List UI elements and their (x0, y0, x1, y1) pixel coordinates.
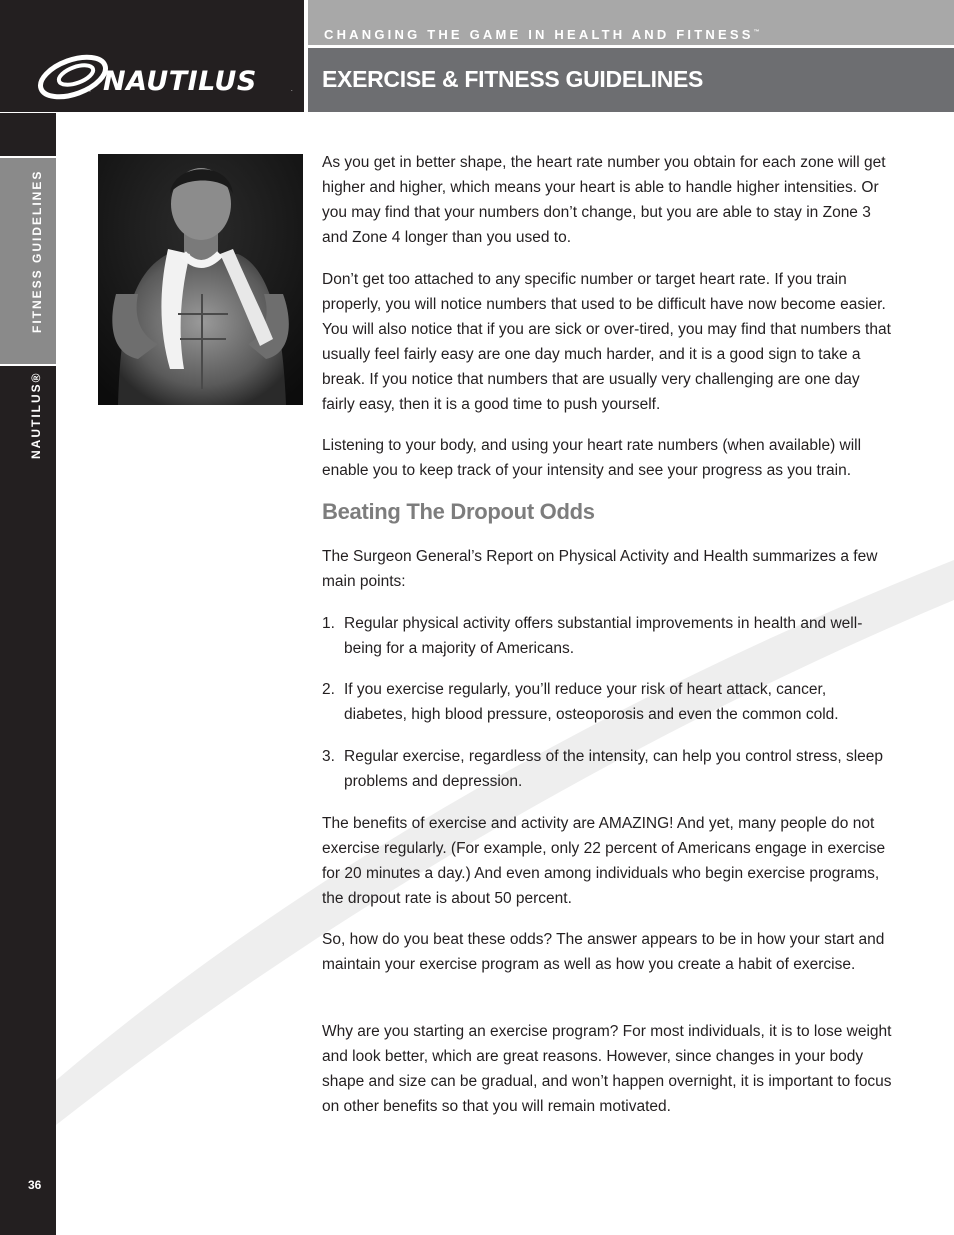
header-tagline-bar (308, 0, 954, 45)
list-item (322, 744, 892, 794)
nautilus-swirl-icon (36, 54, 110, 100)
list-item (322, 611, 892, 661)
sidebar-section-tab (0, 156, 56, 366)
sidebar-section-label: FITNESS GUIDELINES (30, 169, 44, 333)
list-item (322, 677, 892, 727)
logo-tm-mark: ™ (86, 89, 91, 95)
body-paragraph: The Surgeon General’s Report on Physical Activity and Health summarizes a few main points: (322, 548, 878, 590)
header-title-bar (308, 48, 954, 112)
body-paragraph: So, how do you beat these odds? The answer appears to be in how your start and maintain your exercise program as well as how you create a habit of exercise. (322, 931, 885, 973)
body-paragraph: Don’t get too attached to any specific number or target heart rate. If you train properly, you will notice numbers that used to be difficult have now become easier. You will also notice that if you are sick or over-tired, you may find that numbers that usually feel fairly easy are one day much harder, and it is a good sign to take a break. If you notice that numbers that are usually very challenging are one day fairly easy, then it is a good time to push yourself. (322, 271, 891, 413)
list-text: Regular exercise, regardless of the intensity, can help you control stress, sleep problems and depression. (344, 748, 884, 790)
logo-reg-mark: . (291, 87, 293, 93)
logo-block (0, 0, 304, 112)
body-paragraph: The benefits of exercise and activity are AMAZING! And yet, many people do not exercise regularly. (For example, only 22 percent of Americans engage in exercise for 20 minutes a day.) And even among individuals who begin exercise programs, the dropout rate is about 50 percent. (322, 815, 886, 907)
body-paragraph: Listening to your body, and using your heart rate numbers (when available) will enable you to keep track of your intensity and see your progress as you train. (322, 437, 862, 479)
body-paragraph: As you get in better shape, the heart rate number you obtain for each zone will get higher and higher, which means your heart is able to handle higher intensities. Or you may find that your numbers don’t change, but you are able to stay in Zone 3 and Zone 4 longer than you used to. (322, 154, 886, 246)
man-with-towel-photo (98, 154, 303, 405)
page-title: EXERCISE & FITNESS GUIDELINES (322, 66, 704, 92)
section-heading: Beating The Dropout Odds (322, 499, 595, 524)
header-tagline: CHANGING THE GAME IN HEALTH AND FITNESS™ (324, 27, 760, 42)
body-paragraph: Why are you starting an exercise program? For most individuals, it is to lose weight and look better, which are great reasons. However, since changes in your body shape and size can be gradual, and won’t happen overnight, it is important to focus on other benefits so that you will remain motivated. (322, 1023, 892, 1115)
logo-wordmark: NAUTILUS (103, 66, 257, 97)
sidebar-brand-label: NAUTILUS® (29, 371, 43, 459)
list-text: If you exercise regularly, you’ll reduce your risk of heart attack, cancer, diabetes, high blood pressure, osteoporosis and even the common cold. (344, 681, 839, 723)
list-text: Regular physical activity offers substantial improvements in health and well-being for a majority of Americans. (344, 615, 863, 657)
list-number: 2. (322, 681, 335, 698)
list-number: 3. (322, 748, 335, 765)
list-number: 1. (322, 615, 335, 632)
page-number: 36 (28, 1178, 42, 1192)
photo-illustration (98, 154, 303, 405)
